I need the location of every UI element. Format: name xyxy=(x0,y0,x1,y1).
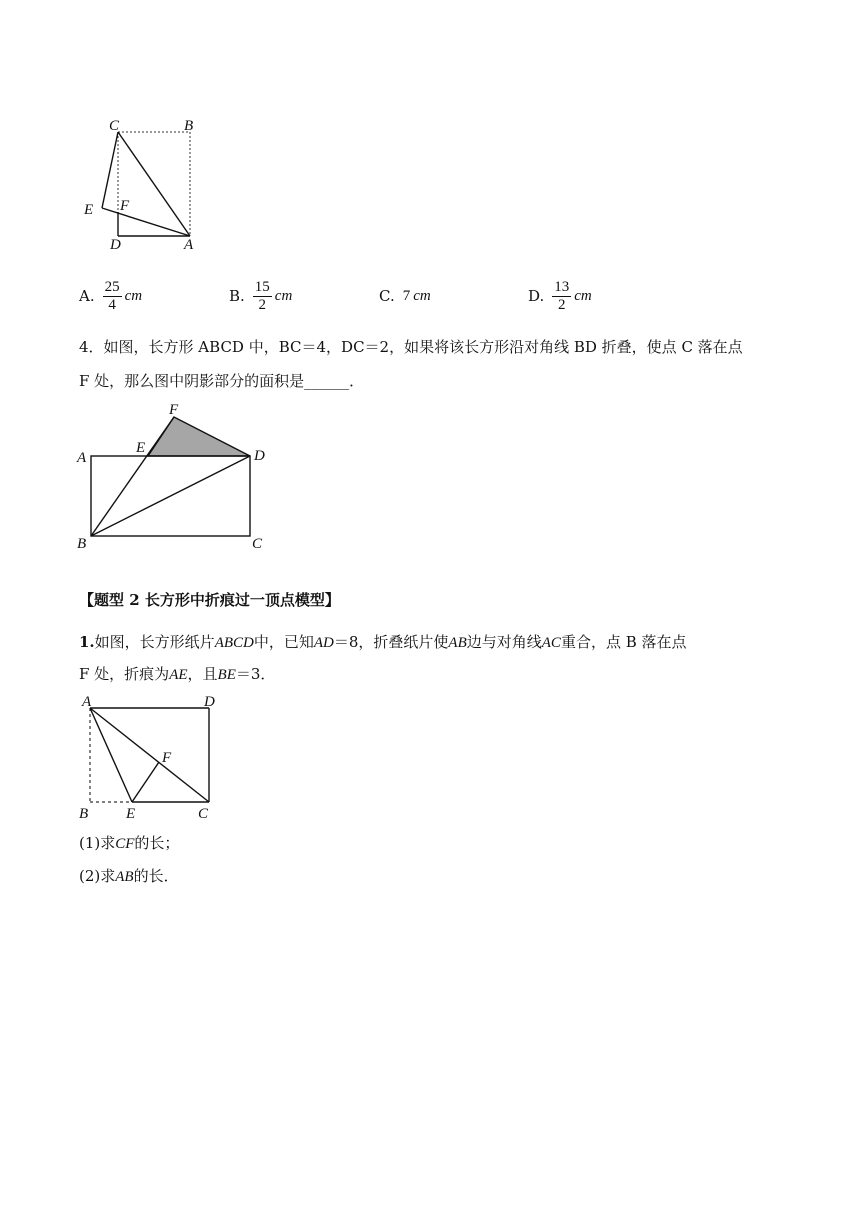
question-1-line-1 xyxy=(79,632,687,653)
label-e: E xyxy=(84,202,94,218)
question-4-line-1: 4．如图，长方形 ABCD 中，BC＝4，DC＝2，如果将该长方形沿对角线 BD 折叠，使点 C 落在点 xyxy=(79,338,743,356)
text: 边与对角线 xyxy=(466,633,542,651)
denominator: 2 xyxy=(558,296,566,313)
numerator: 15 xyxy=(254,278,270,295)
label-d: D xyxy=(254,448,265,464)
option-c[interactable] xyxy=(379,276,431,316)
sub-question-1 xyxy=(79,833,179,854)
label-e: E xyxy=(136,440,146,456)
diagonal-ac xyxy=(90,708,209,802)
label-b: B xyxy=(184,118,194,134)
crease-ae xyxy=(90,708,132,802)
unit: cm xyxy=(124,287,143,304)
option-b[interactable] xyxy=(229,276,292,316)
edge-ea xyxy=(102,208,190,236)
unit: cm xyxy=(274,287,293,304)
edge-ca xyxy=(118,132,190,236)
math: AB xyxy=(115,869,134,885)
figure-fold-cbda xyxy=(76,112,206,252)
label-a: A xyxy=(184,237,194,252)
denominator: 4 xyxy=(108,296,116,313)
fraction xyxy=(103,279,122,314)
fraction xyxy=(552,279,571,314)
label-c: C xyxy=(109,118,120,134)
label-f: F xyxy=(120,198,130,214)
figure-q1 xyxy=(76,690,226,824)
label-a: A xyxy=(82,694,92,710)
label-d: D xyxy=(204,694,215,710)
math: AE xyxy=(169,667,188,683)
math: CF xyxy=(115,836,135,852)
math: AD xyxy=(313,635,334,651)
segment-ef xyxy=(132,762,159,802)
label-b: B xyxy=(77,536,87,552)
fraction xyxy=(253,279,272,314)
math: BE xyxy=(217,667,236,683)
text: F 处，折痕为 xyxy=(79,665,170,683)
label-e: E xyxy=(126,806,136,822)
question-4-line-2: F 处，那么图中阴影部分的面积是______． xyxy=(79,372,365,390)
text: 如图，长方形纸片 xyxy=(94,633,215,651)
label-a: A xyxy=(77,450,87,466)
numerator: 13 xyxy=(554,278,570,295)
math: ABCD xyxy=(214,635,254,651)
shaded-triangle-efd xyxy=(148,417,250,456)
unit: cm xyxy=(413,287,431,304)
answer-options xyxy=(79,276,839,316)
text: 的长； xyxy=(134,834,180,852)
text: 重合，点 B 落在点 xyxy=(560,633,687,651)
label-b: B xyxy=(79,806,89,822)
option-a[interactable] xyxy=(79,276,142,316)
line-bf xyxy=(91,417,174,536)
label-c: C xyxy=(252,536,263,552)
option-letter: B. xyxy=(229,287,245,305)
edge-ce xyxy=(102,132,118,208)
text: (2)求 xyxy=(79,867,116,885)
numerator: 25 xyxy=(104,278,120,295)
option-letter: C. xyxy=(379,287,395,305)
sub-question-2 xyxy=(79,866,179,887)
denominator: 2 xyxy=(258,296,267,313)
diagonal-bd xyxy=(91,456,250,536)
section-title: 【题型 2 长方形中折痕过一顶点模型】 xyxy=(79,591,340,609)
text: ＝8，折叠纸片使 xyxy=(333,633,449,651)
text: ＝3． xyxy=(235,665,276,683)
label-f: F xyxy=(162,750,172,766)
figure-q4 xyxy=(74,400,274,552)
option-value: 7 xyxy=(402,287,411,304)
label-c: C xyxy=(198,806,209,822)
math: AB xyxy=(448,635,467,651)
option-letter: A. xyxy=(79,287,95,305)
text: ，且 xyxy=(187,665,218,683)
text: 的长． xyxy=(133,867,179,885)
math: AC xyxy=(541,635,561,651)
label-d: D xyxy=(110,237,121,252)
text: (1)求 xyxy=(79,834,116,852)
q-num: 1. xyxy=(79,633,95,651)
unit: cm xyxy=(574,287,592,304)
option-d[interactable] xyxy=(528,276,592,316)
text: 中，已知 xyxy=(253,633,314,651)
question-1-line-2 xyxy=(79,664,275,685)
label-f: F xyxy=(169,402,179,418)
option-letter: D. xyxy=(528,287,545,305)
